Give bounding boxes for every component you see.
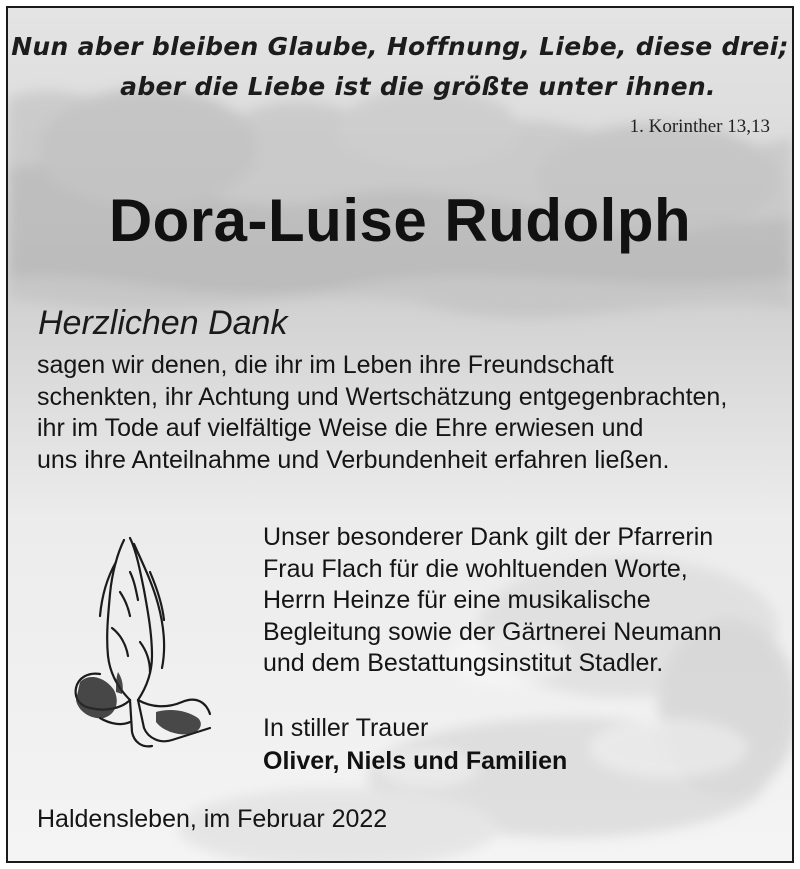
- special-thanks-line: Frau Flach für die wohltuenden Worte,: [263, 554, 688, 583]
- thanks-heading: Herzlichen Dank: [38, 304, 288, 342]
- deceased-name: Dora-Luise Rudolph: [108, 187, 692, 254]
- bible-reference: 1. Korinther 13,13: [629, 116, 770, 137]
- special-thanks-line: Unser besonderer Dank gilt der Pfarrerin: [263, 523, 714, 551]
- bible-verse-line-2: aber die Liebe ist die größte unter ihnen.: [120, 72, 716, 101]
- place-and-date: Haldensleben, im Februar 2022: [37, 805, 388, 833]
- thanks-line: schenkten, ihr Achtung und Wertschätzung entgegenbrachten,: [37, 382, 728, 411]
- thanks-line: ihr im Tode auf vielfältige Weise die Ehre erwiesen und: [37, 414, 644, 442]
- obituary-card: [6, 6, 794, 863]
- praying-hands-icon: [60, 532, 220, 757]
- signatories: Oliver, Niels und Familien: [263, 747, 568, 775]
- bible-verse-line-1: Nun aber bleiben Glaube, Hoffnung, Liebe, diese drei;: [11, 32, 789, 61]
- special-thanks-line: Begleitung sowie der Gärtnerei Neumann: [263, 617, 722, 646]
- thanks-line: sagen wir denen, die ihr im Leben ihre Freundschaft: [37, 351, 614, 379]
- thanks-paragraph: [37, 350, 777, 476]
- thanks-line: uns ihre Anteilnahme und Verbundenheit erfahren ließen.: [37, 445, 670, 474]
- mourning-phrase: In stiller Trauer: [263, 714, 429, 742]
- special-thanks-paragraph: [263, 522, 783, 680]
- special-thanks-line: und dem Bestattungsinstitut Stadler.: [263, 649, 664, 677]
- special-thanks-line: Herrn Heinze für eine musikalische: [263, 586, 651, 614]
